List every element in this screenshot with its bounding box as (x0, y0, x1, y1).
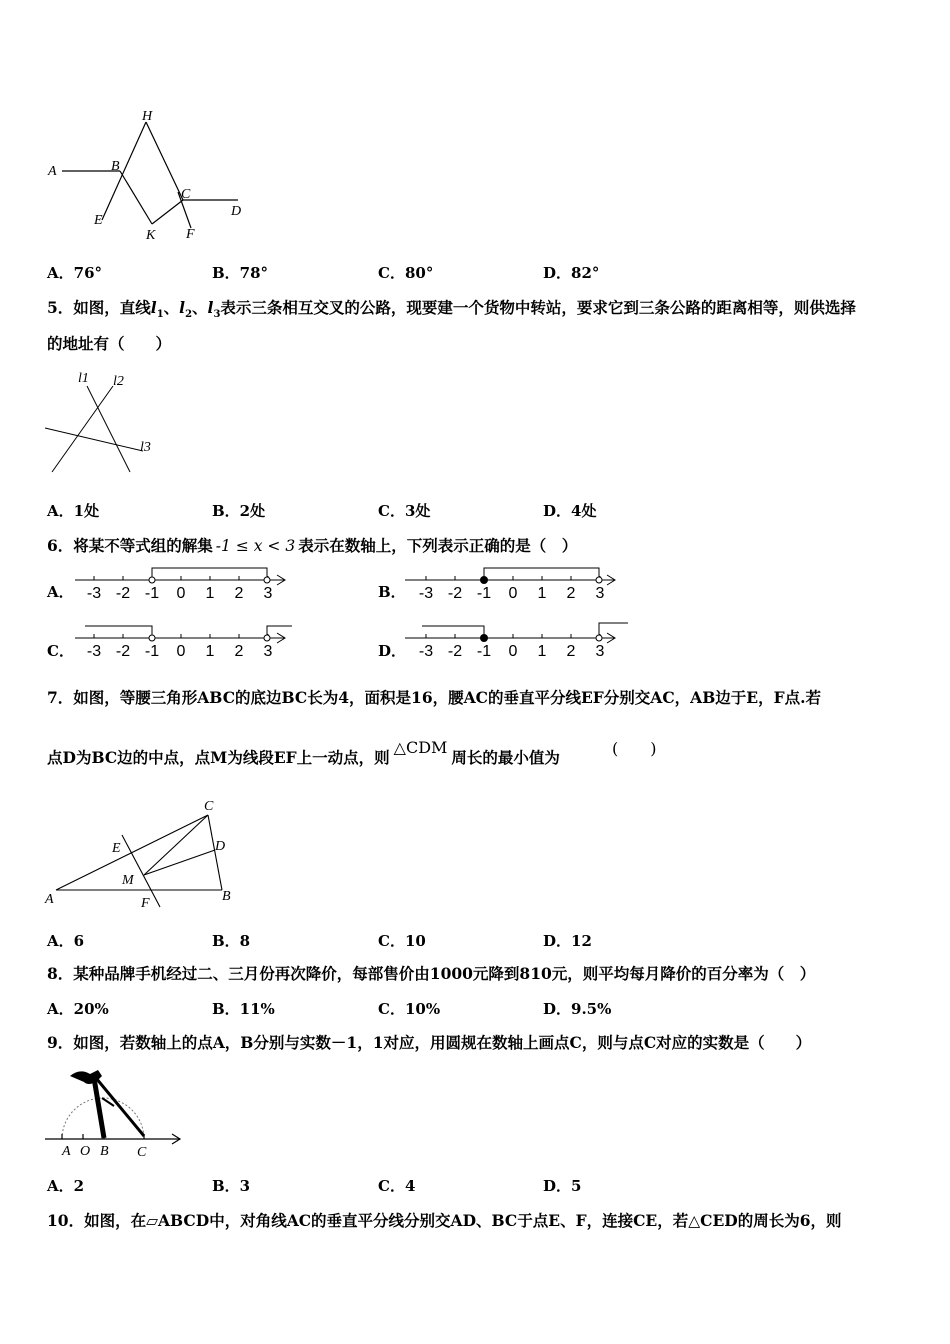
q6-numberline-d[interactable] (400, 620, 630, 665)
axis-tick-label: -2 (115, 585, 131, 602)
q5-stem-line1 (47, 296, 856, 320)
q6a-open-point-right (264, 577, 270, 583)
q4-option-b[interactable]: B．78° (212, 264, 269, 282)
q8-option-d[interactable]: D．9.5% (543, 1000, 612, 1018)
q5-option-a[interactable]: A．1处 (47, 502, 100, 520)
q7-stem-line1: 7．如图，等腰三角形ABC的底边BC长为4，面积是16，腰AC的垂直平分线EF分别交AC，AB边于E，F点.若 (47, 688, 822, 707)
q6a-open-point-left (149, 577, 155, 583)
q10-stem (47, 1209, 842, 1231)
q7-label-M: M (122, 873, 134, 888)
q9-label-C: C (137, 1145, 147, 1160)
q7-label-F: F (141, 896, 150, 911)
q5-s3: 3 (213, 309, 221, 321)
q7-option-d[interactable]: D．12 (543, 932, 592, 950)
axis-tick-label: 2 (566, 585, 576, 602)
q4-option-d[interactable]: D．82° (543, 264, 600, 282)
q5-l2: l (179, 298, 186, 317)
axis-tick-label: -1 (476, 585, 492, 602)
q7-triangle: △CDM (393, 738, 448, 757)
axis-tick-label: -1 (144, 585, 160, 602)
axis-tick-label: 3 (595, 585, 605, 602)
q4-figure (40, 100, 260, 245)
q6-numberline-c[interactable] (70, 620, 295, 665)
q7-label-E: E (112, 841, 121, 856)
axis-tick-label: 1 (537, 643, 547, 660)
q4-option-a[interactable]: A．76° (47, 264, 103, 282)
q6-option-c-letter[interactable]: C． (47, 642, 74, 660)
q9-label-O: O (80, 1144, 91, 1159)
q5-label-l3: l3 (140, 440, 151, 455)
q4-label-A: A (48, 164, 57, 179)
axis-tick-label: 0 (176, 585, 186, 602)
q5-suffix: 表示三条相互交叉的公路，现要建一个货物中转站，要求它到三条公路的距离相等，则供选择 (220, 298, 856, 317)
q6b-closed-point (481, 577, 488, 584)
q5-sep1: 、 (163, 298, 180, 317)
q5-s2: 2 (185, 309, 193, 321)
q6-prefix: 6．将某不等式组的解集 (47, 536, 213, 555)
q5-s1: 1 (156, 309, 164, 321)
axis-tick-label: 3 (263, 643, 273, 660)
axis-tick-label: 0 (508, 643, 518, 660)
axis-tick-label: -2 (115, 643, 131, 660)
q4-label-F: F (186, 227, 195, 242)
q7-figure (40, 795, 250, 915)
q6-numberline-b[interactable] (400, 562, 625, 607)
axis-tick-label: 1 (205, 643, 215, 660)
q6-option-a-letter[interactable]: A． (47, 583, 74, 601)
q9-label-A: A (62, 1144, 71, 1159)
axis-tick-label: -3 (418, 643, 434, 660)
axis-tick-label: 1 (537, 585, 547, 602)
q6c-open-point-left (149, 635, 155, 641)
q7-suffix: 周长的最小值为 (451, 748, 560, 767)
q9-stem: 9．如图，若数轴上的点A，B分别与实数－1，1对应，用圆规在数轴上画点C，则与点C对应的实数是（ ） (47, 1033, 812, 1052)
q7-option-b[interactable]: B．8 (212, 932, 251, 950)
axis-tick-label: -3 (86, 643, 102, 660)
axis-tick-label: 2 (234, 585, 244, 602)
q4-label-C: C (181, 187, 191, 202)
q7-prefix: 点D为BC边的中点，点M为线段EF上一动点，则 (47, 748, 390, 767)
q4-label-D: D (231, 204, 242, 219)
q6-suffix: 表示在数轴上，下列表示正确的是（ ） (298, 536, 578, 555)
axis-tick-label: 2 (566, 643, 576, 660)
q7-answer-paren: ( ) (612, 739, 657, 758)
q6-numberline-a[interactable] (70, 562, 295, 607)
q10-prefix: 10．如图，在 (47, 1211, 147, 1230)
q9-option-d[interactable]: D．5 (543, 1177, 582, 1195)
axis-tick-label: -3 (86, 585, 102, 602)
q5-l1: l (150, 298, 157, 317)
q8-option-b[interactable]: B．11% (212, 1000, 275, 1018)
axis-tick-label: 0 (176, 643, 186, 660)
q7-option-c[interactable]: C．10 (378, 932, 426, 950)
q4-label-E: E (94, 213, 103, 228)
axis-tick-label: -3 (418, 585, 434, 602)
q5-label-l1: l1 (78, 371, 89, 386)
q7-label-B: B (222, 889, 231, 904)
q8-option-a[interactable]: A．20% (47, 1000, 109, 1018)
q5-sep2: 、 (192, 298, 208, 317)
q8-option-c[interactable]: C．10% (378, 1000, 441, 1018)
axis-tick-label: 0 (508, 585, 518, 602)
q4-label-H: H (142, 109, 153, 124)
q9-figure (40, 1062, 190, 1162)
q5-option-c[interactable]: C．3处 (378, 502, 431, 520)
q5-figure (40, 368, 170, 478)
q5-l3: l (207, 298, 214, 317)
q5-stem-line2: 的地址有（ ） (47, 334, 172, 353)
axis-tick-label: 3 (595, 643, 605, 660)
q6d-open-point (596, 635, 602, 641)
q9-option-a[interactable]: A．2 (47, 1177, 85, 1195)
q6-option-b-letter[interactable]: B． (378, 583, 406, 601)
q7-option-a[interactable]: A．6 (47, 932, 85, 950)
axis-tick-label: -1 (144, 643, 160, 660)
parallelogram-icon: ▱ (146, 1211, 158, 1230)
q4-option-c[interactable]: C．80° (378, 264, 434, 282)
q5-prefix: 5．如图，直线 (47, 298, 151, 317)
q4-label-K: K (146, 228, 156, 243)
q9-label-B: B (100, 1144, 109, 1159)
axis-tick-label: -2 (447, 585, 463, 602)
q6-option-d-letter[interactable]: D． (378, 642, 407, 660)
q4-label-B: B (111, 159, 120, 174)
q6-stem (47, 534, 577, 556)
q5-option-b[interactable]: B．2处 (212, 502, 266, 520)
q9-option-c[interactable]: C．4 (378, 1177, 416, 1195)
q8-stem: 8．某种品牌手机经过二、三月份再次降价，每部售价由1000元降到810元，则平均每月降价的百分率为（ ） (47, 964, 816, 983)
axis-tick-label: 1 (205, 585, 215, 602)
q6d-closed-point (481, 635, 488, 642)
q7-label-A: A (45, 892, 54, 907)
q9-option-b[interactable]: B．3 (212, 1177, 251, 1195)
q6b-open-point (596, 577, 602, 583)
axis-tick-label: -1 (476, 643, 492, 660)
q6-inequality: -1 ≤ x < 3 (215, 537, 296, 555)
q7-stem-line2 (47, 738, 560, 768)
q10-suffix: ABCD中，对角线AC的垂直平分线分别交AD、BC于点E、F，连接CE，若△CED的周长为6，则 (158, 1211, 842, 1230)
q7-label-C: C (204, 799, 214, 814)
q7-label-D: D (215, 839, 226, 854)
axis-tick-label: 2 (234, 643, 244, 660)
q6c-open-point-right (264, 635, 270, 641)
q5-label-l2: l2 (113, 374, 124, 389)
q5-option-d[interactable]: D．4处 (543, 502, 597, 520)
axis-tick-label: -2 (447, 643, 463, 660)
axis-tick-label: 3 (263, 585, 273, 602)
